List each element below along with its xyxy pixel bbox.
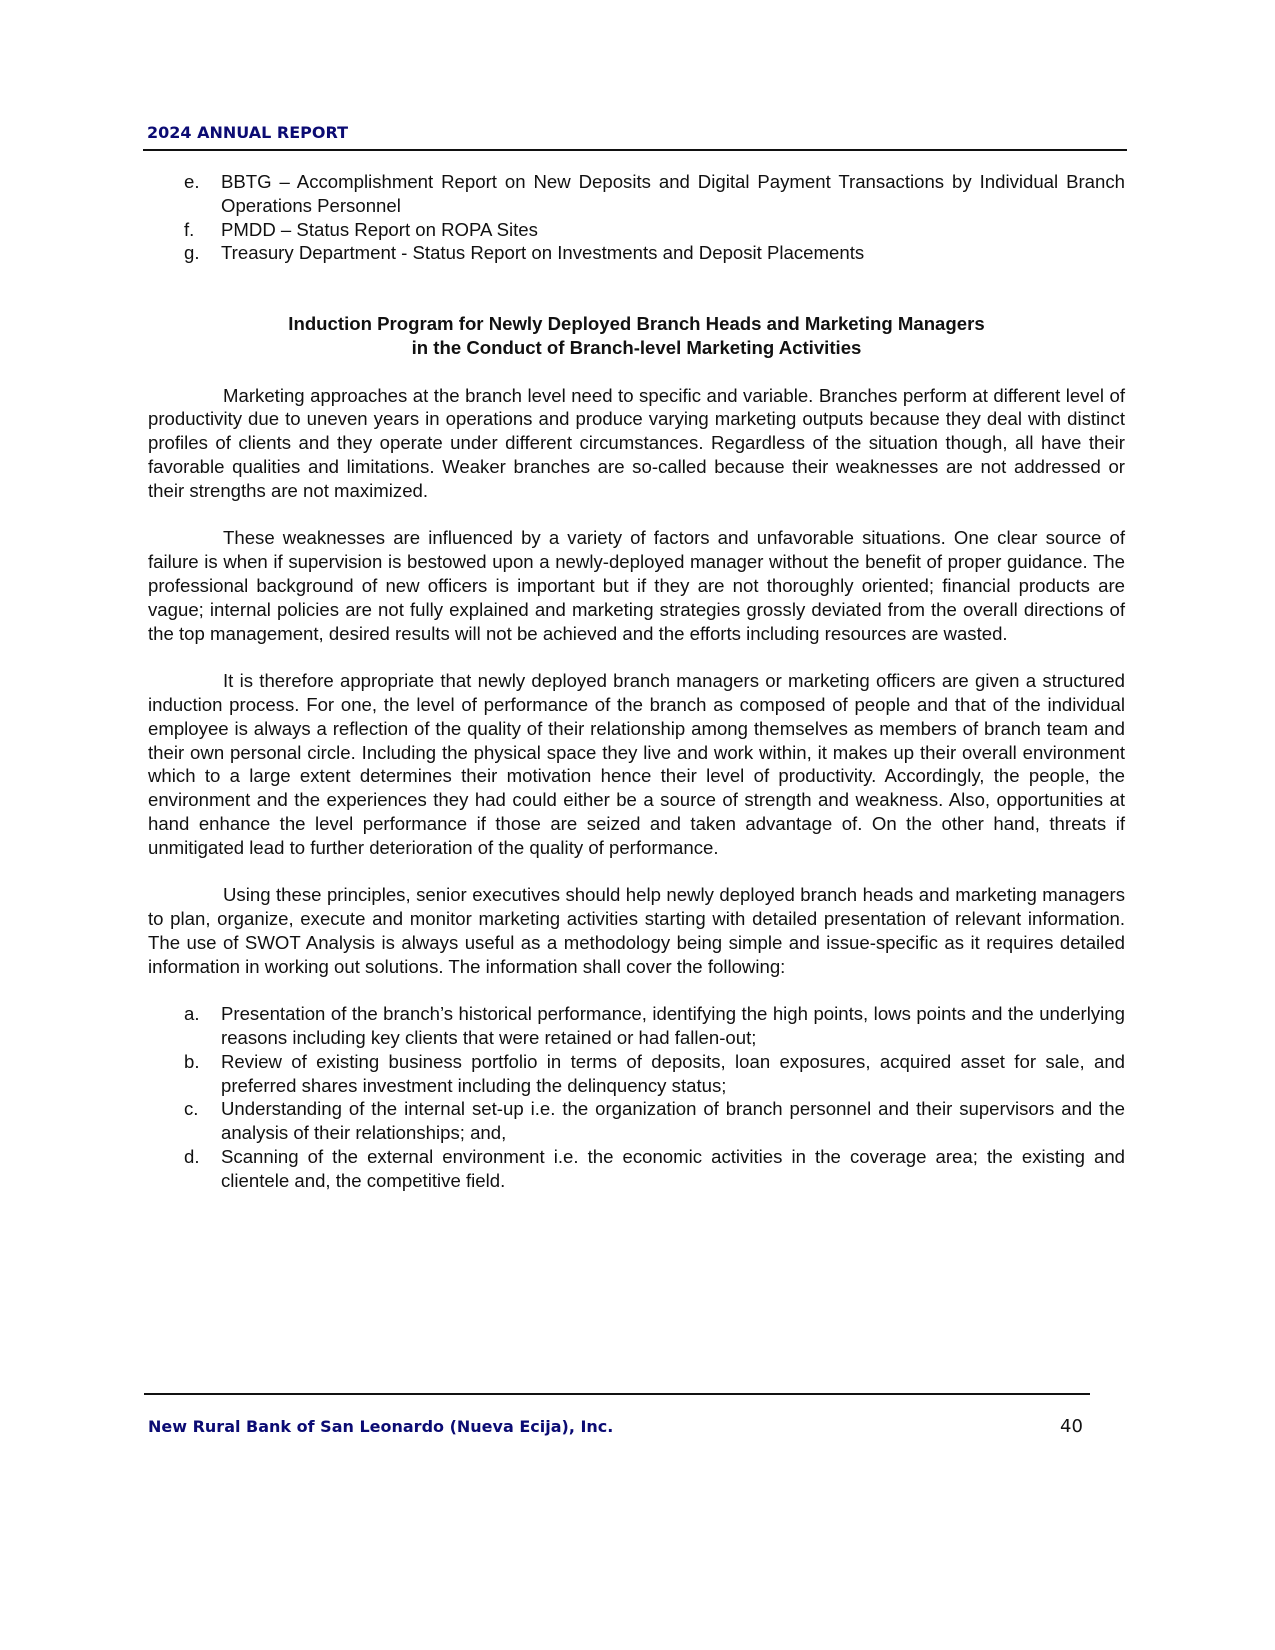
list-item-text: Treasury Department - Status Report on Investments and Deposit Placements [221,242,865,264]
swot-coverage-list [148,1002,1125,1192]
list-item-text: PMDD – Status Report on ROPA Sites [221,218,538,240]
header-divider [143,149,1127,151]
page-body [148,170,1125,1193]
spacer [148,979,1125,1003]
list-item-text: BBTG – Accomplishment Report on New Deposits and Digital Payment Transactions by Individual Branch Operations Personnel [221,171,1125,216]
spacer [148,503,1125,527]
list-item [148,1050,1125,1098]
list-marker: g. [184,242,200,264]
paragraph-3: It is therefore appropriate that newly deployed branch managers or marketing officers are given a structured induction process. For one, the level of performance of the branch as composed of people and that of the individual employee is always a reflection of the quality of their relationship among themselves as members of branch team and their own personal circle. Including the physical space they live and work within, it makes up their overall environment which to a large extent determines their motivation hence their level of productivity. Accordingly, the people, the environment and the experiences they had could either be a source of strength and weakness. Also, opportunities at hand enhance the level performance if those are seized and taken advantage of. On the other hand, threats if unmitigated lead to further deterioration of the quality of performance. [148,670,1125,858]
list-item [148,170,1125,218]
running-header-title: 2024 ANNUAL REPORT [147,123,349,142]
list-item-text: Presentation of the branch’s historical performance, identifying the high points, lows points and the underlying reasons including key clients that were retained or had fallen-out; [221,1003,1125,1049]
paragraph-2: These weaknesses are influenced by a variety of factors and unfavorable situations. One clear source of failure is when if supervision is bestowed upon a newly-deployed manager without the benefit of proper guidance. The professional background of new officers is important but if they are not thoroughly oriented; financial products are vague; internal policies are not fully explained and marketing strategies grossly deviated from the overall directions of the top management, desired results will not be achieved and the efforts including resources are wasted. [148,527,1125,644]
paragraph-4: Using these principles, senior executives should help newly deployed branch heads and marketing managers to plan, organize, execute and monitor marketing activities starting with detailed presentation of relevant information. The use of SWOT Analysis is always useful as a methodology being simple and issue-specific as it requires detailed information in working out solutions. The information shall cover the following: [148,884,1125,977]
list-item [148,1145,1125,1193]
list-marker: f. [184,218,195,240]
list-item [148,1002,1125,1050]
list-item-text: Scanning of the external environment i.e. the economic activities in the coverage area; the existing and clientele and, the competitive field. [221,1146,1125,1191]
list-item [148,1097,1125,1145]
list-marker: c. [184,1098,199,1120]
spacer [148,860,1125,884]
continued-report-list [148,170,1125,265]
section-heading-line-2: in the Conduct of Branch-level Marketing Activities [411,336,862,358]
list-marker: e. [184,171,200,192]
list-item [148,218,1125,242]
list-item-text: Understanding of the internal set-up i.e. the organization of branch personnel and their supervisors and the analysis of their relationships; and, [221,1098,1125,1144]
spacer [148,360,1125,384]
list-item-text: Review of existing business portfolio in terms of deposits, loan exposures, acquired asset for sale, and preferred shares investment including the delinquency status; [221,1050,1125,1096]
paragraph-1: Marketing approaches at the branch level need to specific and variable. Branches perform at different level of productivity due to uneven years in operations and produce varying marketing outputs because they deal with distinct profiles of clients and they operate under different circumstances. Regardless of the situation though, all have their favorable qualities and limitations. Weaker branches are so-called because their weaknesses are not addressed or their strengths are not maximized. [148,384,1125,501]
spacer [148,645,1125,669]
page-number: 40 [1060,1416,1083,1437]
footer-organization-name: New Rural Bank of San Leonardo (Nueva Ecija), Inc. [148,1417,614,1436]
list-marker: a. [184,1003,200,1025]
section-heading [148,312,1125,360]
section-heading-line-1: Induction Program for Newly Deployed Branch Heads and Marketing Managers [288,313,985,335]
list-item [148,241,1125,265]
footer-divider [144,1393,1090,1395]
list-marker: d. [184,1146,200,1168]
list-marker: b. [184,1050,200,1072]
